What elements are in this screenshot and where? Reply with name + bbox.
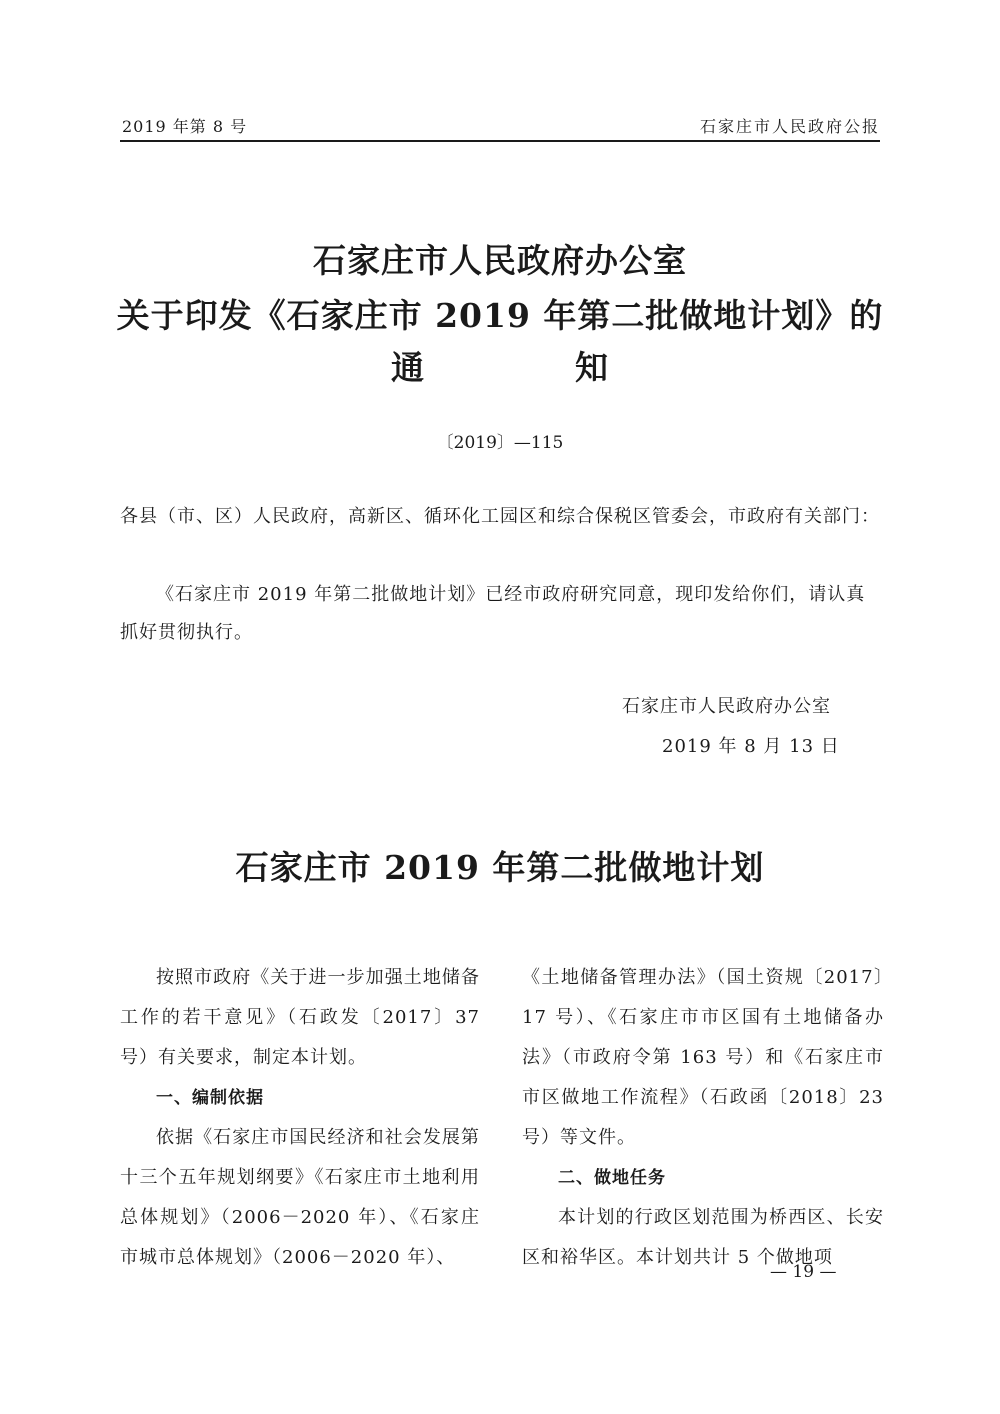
header-publication: 石家庄市人民政府公报 [699,117,880,136]
page-number: — 19 — [770,1262,837,1282]
section1-body-part2: 《土地储备管理办法》（国土资规〔2017〕17 号）、《石家庄市市区国有土地储备办法》（市政府令第 163 号）和《石家庄市市区做地工作流程》（石政函〔2018〕23 号）等文件。 [522,967,884,1148]
notice-title-line3 [0,342,1000,389]
notice-title-line2: 关于印发《石家庄市 2019 年第二批做地计划》的 [116,296,884,335]
notice-addressee: 各县（市、区）人民政府，高新区、循环化工园区和综合保税区管委会，市政府有关部门： [120,506,880,527]
header-rule [120,140,880,142]
notice-title-char-b: 知 [575,348,609,387]
section2-heading: 二、做地任务 [558,1168,666,1188]
section1-body-part1: 依据《石家庄市国民经济和社会发展第十三个五年规划纲要》《石家庄市土地利用总体规划》（2006－2020 年）、《石家庄市城市总体规划》（2006－2020 年）、 [120,1127,480,1268]
plan-title: 石家庄市 2019 年第二批做地计划 [235,848,765,887]
plan-column-right [522,958,884,1278]
section2-body: 本计划的行政区划范围为桥西区、长安区和裕华区。本计划共计 5 个做地项 [522,1207,884,1268]
notice-title-line1: 石家庄市人民政府办公室 [313,241,687,280]
plan-intro: 按照市政府《关于进一步加强土地储备工作的若干意见》（石政发〔2017〕37 号）有关要求，制定本计划。 [120,967,480,1068]
notice-title-char-a: 通 [391,348,425,387]
section1-heading: 一、编制依据 [156,1088,264,1108]
signature-organization: 石家庄市人民政府办公室 [622,696,831,717]
signature-date: 2019 年 8 月 13 日 [662,736,840,757]
notice-body: 《石家庄市 2019 年第二批做地计划》已经市政府研究同意，现印发给你们，请认真抓好贯彻执行。 [120,584,866,643]
document-number: 〔2019〕—115 [436,433,564,453]
plan-column-left [120,958,480,1278]
header-issue: 2019 年第 8 号 [122,117,248,136]
